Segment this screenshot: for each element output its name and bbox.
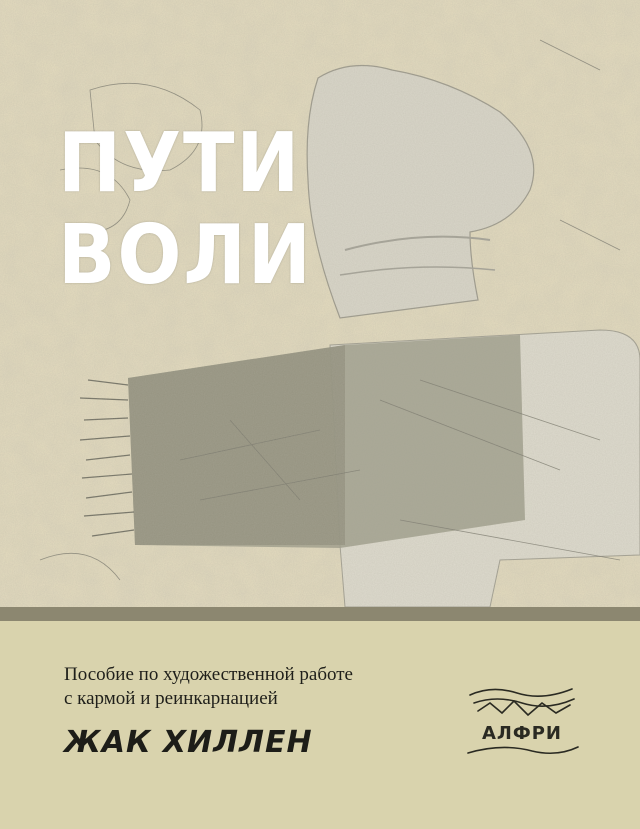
subtitle-line-2: с кармой и реинкарнацией xyxy=(64,688,278,709)
book-title xyxy=(58,118,358,302)
title-line-1: ПУТИ xyxy=(58,116,302,211)
book-author: ЖАК ХИЛЛЕН xyxy=(64,725,313,760)
cover-divider xyxy=(0,607,640,621)
publisher-logo-icon xyxy=(462,681,582,759)
subtitle-line-1: Пособие по художественной работе xyxy=(64,664,353,685)
book-subtitle xyxy=(64,663,444,711)
publisher-logo-lettering: АЛФРИ xyxy=(482,723,562,744)
cover-bottom-panel xyxy=(0,621,640,829)
title-line-2: ВОЛИ xyxy=(58,208,313,303)
